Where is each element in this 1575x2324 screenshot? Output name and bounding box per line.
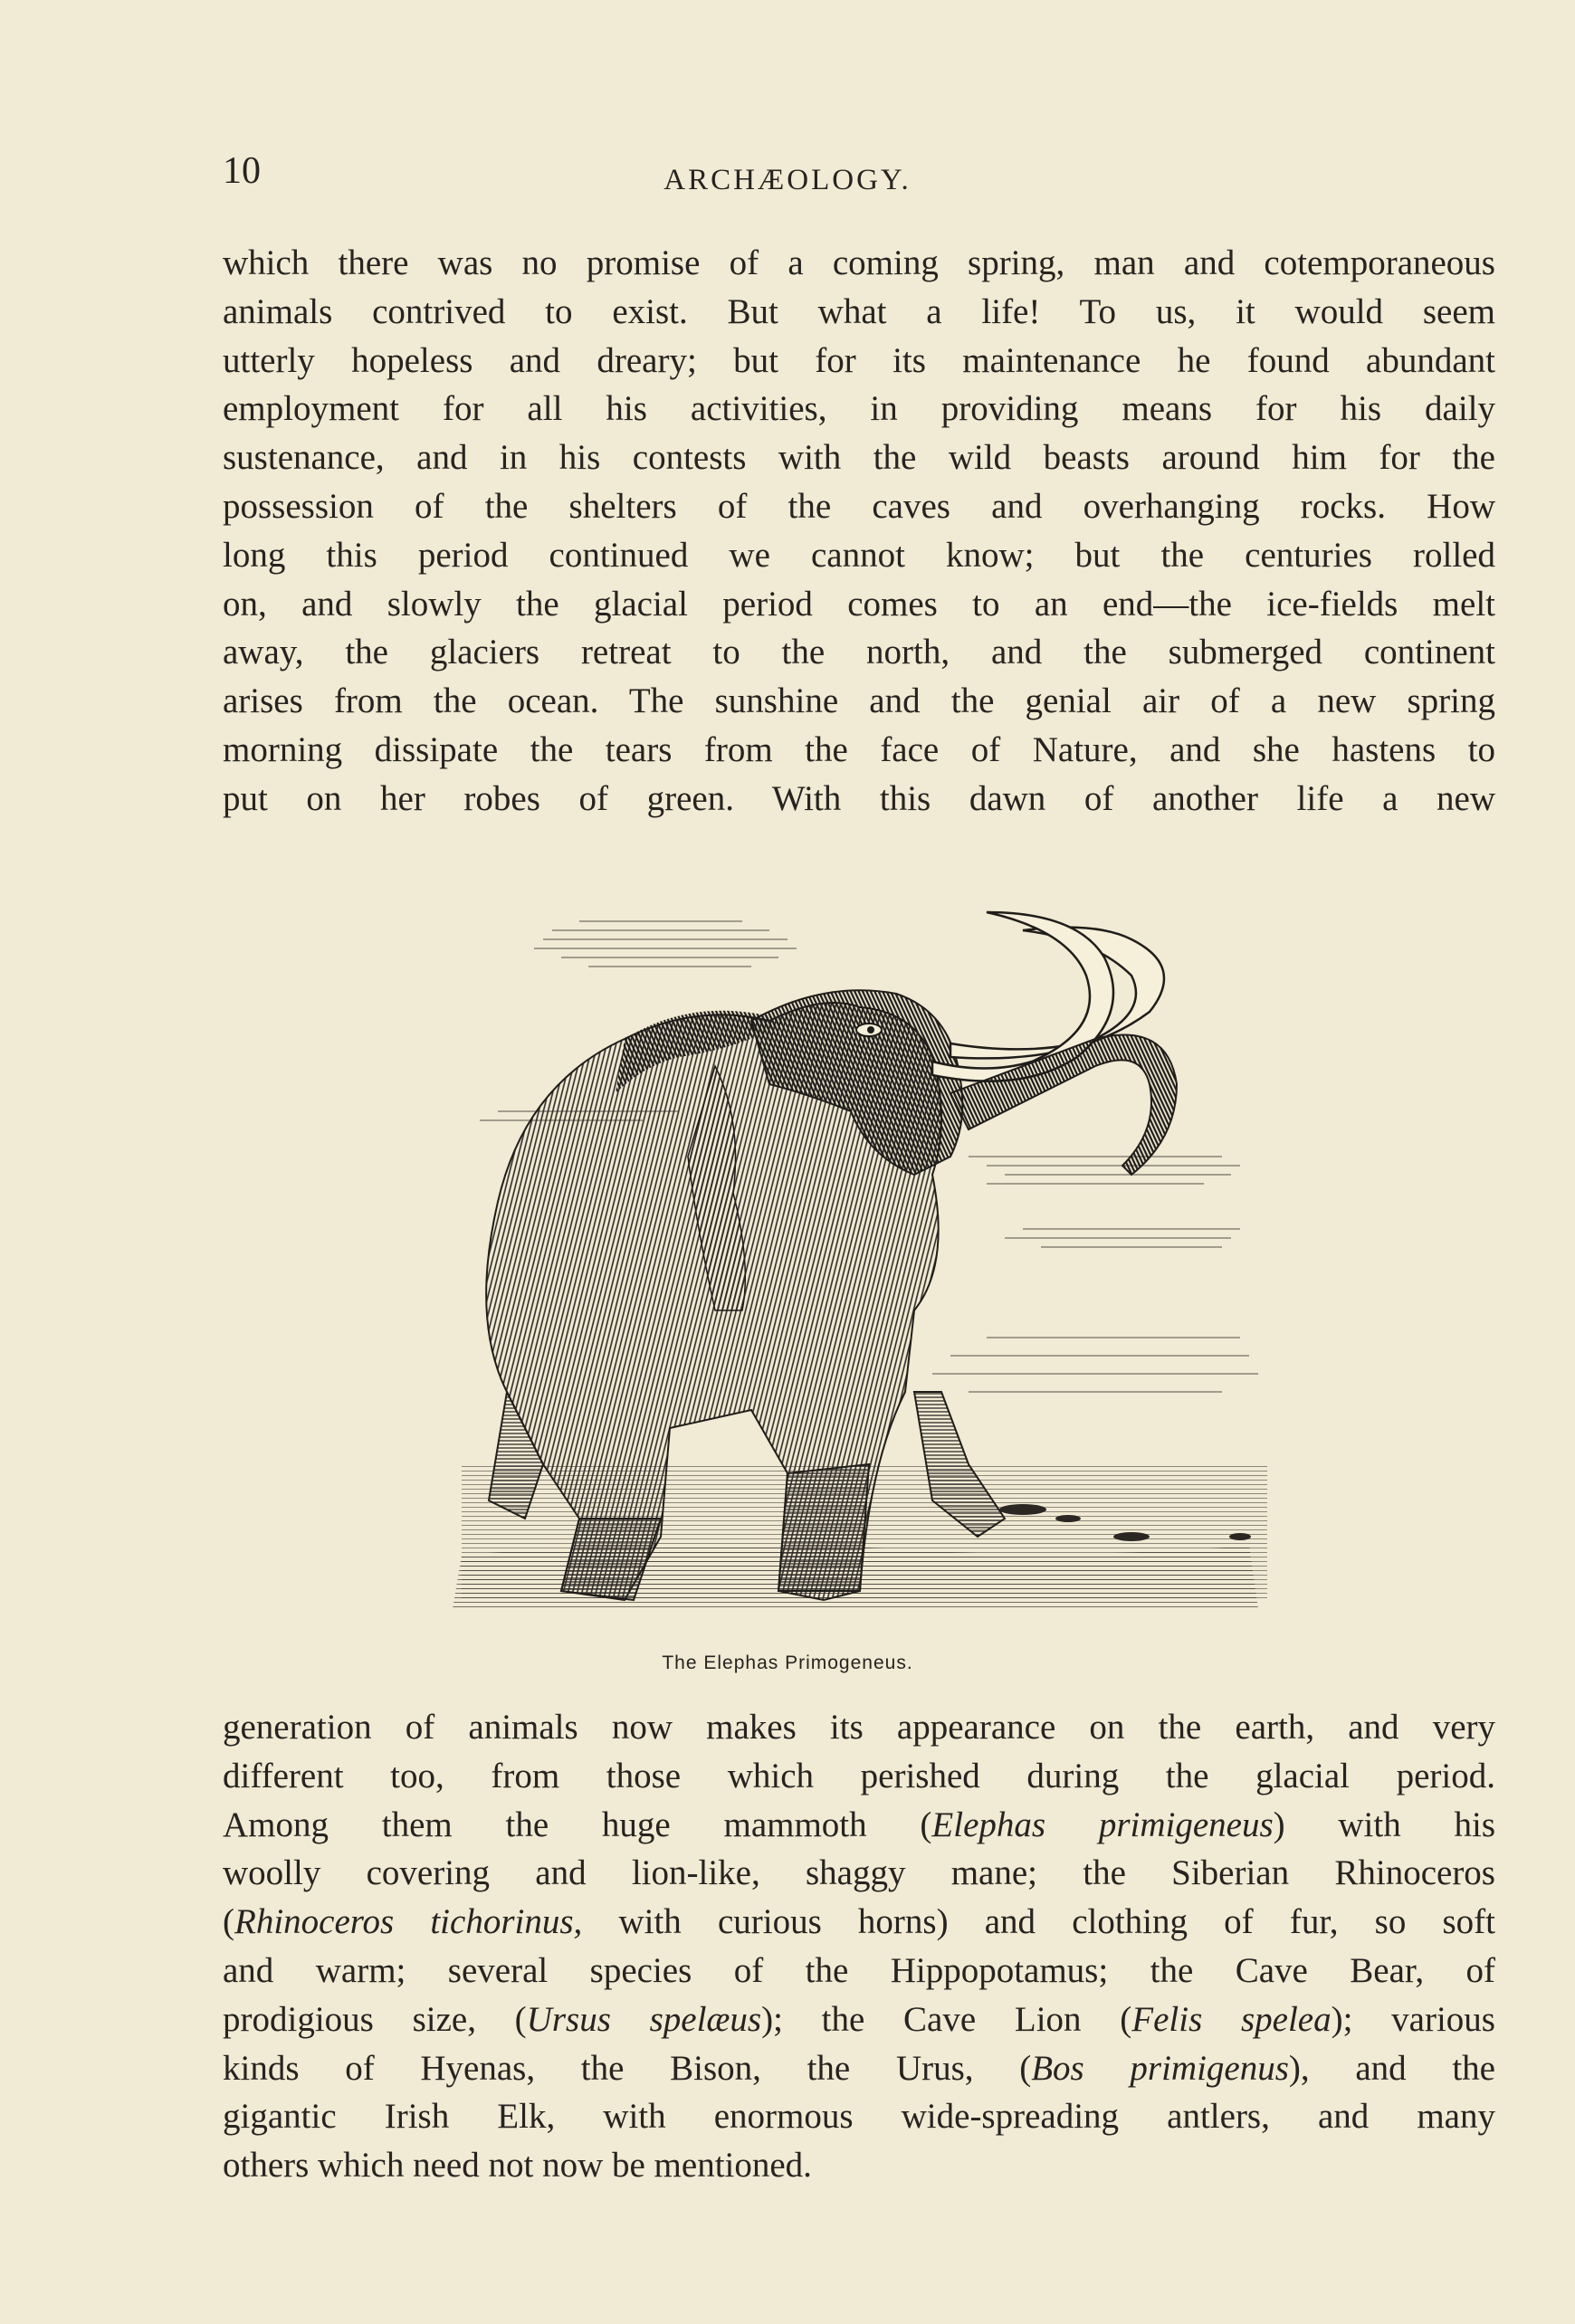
text-run: ) with his — [1273, 1805, 1496, 1844]
scientific-name: Bos primigenus — [1031, 2048, 1289, 2088]
scientific-name: Ursus spelæus — [526, 1999, 762, 2039]
text-line: away, the glaciers retreat to the north, and the submerged continent — [223, 633, 1495, 672]
text-line: sustenance, and in his contests with the wild beasts around him for the — [223, 438, 1495, 478]
text-line — [223, 1995, 1495, 2044]
text-line: possession of the shelters of the caves and overhanging rocks. How — [223, 486, 1495, 526]
mammoth-engraving — [444, 885, 1267, 1627]
text-line: put on her robes of green. With this dawn of another life a new — [223, 778, 1495, 818]
text-line: different too, from those which perished during the glacial period. — [223, 1756, 1495, 1795]
scientific-name: Felis spelea — [1131, 1999, 1332, 2039]
paragraph-top — [223, 239, 1495, 824]
paragraph-bottom — [223, 1703, 1495, 2190]
text-line — [223, 1801, 1495, 1850]
scientific-name: Elephas primigeneus — [931, 1805, 1274, 1844]
text-run: ( — [223, 1902, 234, 1942]
text-line: utterly hopeless and dreary; but for its maintenance he found abundant — [223, 340, 1495, 380]
text-line: and warm; several species of the Hippopotamus; the Cave Bear, of — [223, 1950, 1495, 1990]
text-line: others which need not now be mentioned. — [223, 2146, 812, 2186]
text-run: with curious horns) and clothing of fur, so soft — [582, 1902, 1495, 1942]
text-line: long this period continued we cannot know; but the centuries rolled — [223, 535, 1495, 575]
text-line: gigantic Irish Elk, with enormous wide-spreading antlers, and many — [223, 2097, 1495, 2137]
text-run: ); the Cave Lion ( — [761, 1999, 1132, 2039]
text-line: on, and slowly the glacial period comes to an end—the ice-fields melt — [223, 584, 1495, 624]
page-number: 10 — [223, 150, 261, 192]
text-run: ); various — [1331, 1999, 1495, 2039]
text-line — [223, 1898, 1495, 1947]
text-run: kinds of Hyenas, the Bison, the Urus, ( — [223, 2048, 1032, 2088]
mammoth-illustration — [444, 885, 1267, 1627]
running-head: ARCHÆOLOGY. — [663, 164, 912, 196]
text-line: morning dissipate the tears from the face of Nature, and she hastens to — [223, 729, 1495, 769]
text-line: woolly covering and lion-like, shaggy mane; the Siberian Rhinoceros — [223, 1853, 1495, 1893]
figure-caption: The Elephas Primogeneus. — [662, 1653, 913, 1673]
text-line: generation of animals now makes its appearance on the earth, and very — [223, 1708, 1495, 1747]
text-run: prodigious size, ( — [223, 1999, 527, 2039]
text-line — [223, 2044, 1495, 2093]
text-run: Among them the huge mammoth ( — [223, 1805, 932, 1844]
text-run: ), and the — [1288, 2048, 1495, 2088]
text-line: arises from the ocean. The sunshine and the genial air of a new spring — [223, 681, 1495, 721]
text-line: employment for all his activities, in providing means for his daily — [223, 389, 1495, 429]
text-line: animals contrived to exist. But what a life! To us, it would seem — [223, 291, 1495, 331]
text-line: which there was no promise of a coming spring, man and cotemporaneous — [223, 243, 1495, 282]
scientific-name: Rhinoceros tichorinus, — [234, 1902, 583, 1942]
